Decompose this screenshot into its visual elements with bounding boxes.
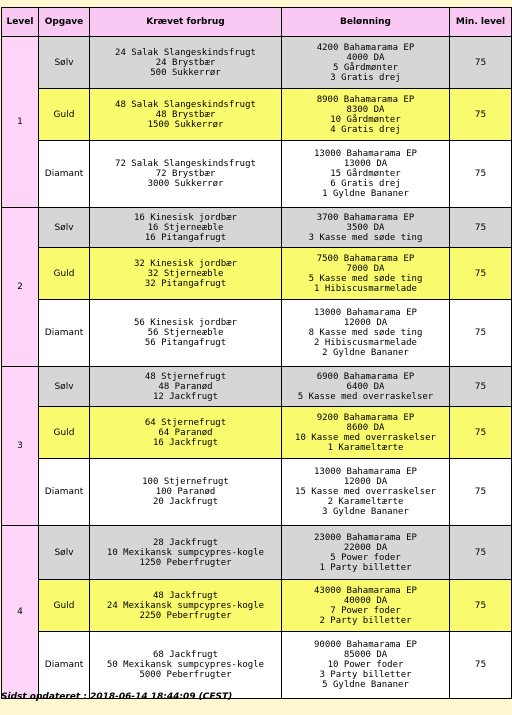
cost-line: 32 Stjerneæble xyxy=(147,268,224,279)
header-reward: Belønning xyxy=(282,8,450,37)
reward-line: 3 Gyldne Bananer xyxy=(322,507,409,517)
reward-line: 2 Karameltærte xyxy=(327,497,404,507)
min-level-cell: 75 xyxy=(450,300,512,367)
cost-cell xyxy=(90,248,282,300)
reward-line: 1 Party billetter xyxy=(319,562,412,573)
min-level-cell: 75 xyxy=(450,407,512,459)
reward-line: 13000 DA xyxy=(343,159,388,169)
cost-cell xyxy=(90,89,282,141)
cost-line: 56 Stjerneæble xyxy=(147,328,224,338)
cost-line: 100 Stjernefrugt xyxy=(142,477,229,487)
reward-line: 6900 Bahamarama EP xyxy=(316,371,415,382)
cost-line: 2250 Peberfrugter xyxy=(139,610,232,621)
min-level-cell: 75 xyxy=(450,208,512,248)
cost-line: 48 Stjernefrugt xyxy=(144,371,227,382)
cost-line: 10 Mexikansk sumpcypres-kogle xyxy=(106,547,265,558)
reward-line: 1 Gyldne Bananer xyxy=(322,189,409,199)
reward-cell xyxy=(282,248,450,300)
task-cell: Diamant xyxy=(39,300,90,367)
cost-line: 12 Jackfrugt xyxy=(152,391,219,402)
reward-line: 6 Gratis drej xyxy=(330,179,401,189)
task-cell: Guld xyxy=(39,248,90,300)
table-row xyxy=(2,141,512,208)
reward-cell xyxy=(282,208,450,248)
table-row xyxy=(2,407,512,459)
cost-line: 48 Paranød xyxy=(158,381,213,392)
cost-cell xyxy=(90,208,282,248)
table-row xyxy=(2,526,512,580)
table-row xyxy=(2,367,512,407)
min-level-cell: 75 xyxy=(450,248,512,300)
reward-line: 8300 DA xyxy=(346,104,385,115)
reward-cell xyxy=(282,141,450,208)
task-cell: Sølv xyxy=(39,526,90,580)
table-row xyxy=(2,459,512,526)
reward-line: 4000 DA xyxy=(346,52,385,63)
reward-line: 5 Gårdmønter xyxy=(332,62,399,73)
reward-line: 5 Gyldne Bananer xyxy=(322,680,409,690)
reward-line: 9200 Bahamarama EP xyxy=(316,412,415,423)
header-task: Opgave xyxy=(39,8,90,37)
reward-line: 3500 DA xyxy=(346,222,385,233)
header-min-level: Min. level xyxy=(450,8,512,37)
cost-line: 50 Mexikansk sumpcypres-kogle xyxy=(106,660,265,670)
cost-line: 16 Stjerneæble xyxy=(147,222,224,233)
reward-line: 13000 Bahamarama EP xyxy=(314,149,417,159)
reward-cell xyxy=(282,37,450,89)
min-level-cell: 75 xyxy=(450,141,512,208)
reward-cell xyxy=(282,632,450,699)
table-row xyxy=(2,89,512,141)
reward-cell xyxy=(282,526,450,580)
table-row xyxy=(2,37,512,89)
reward-line: 3700 Bahamarama EP xyxy=(316,212,415,223)
cost-line: 500 Sukkerrør xyxy=(150,67,221,78)
cost-line: 16 Pitangafrugt xyxy=(144,232,227,243)
min-level-cell: 75 xyxy=(450,580,512,632)
task-cell: Sølv xyxy=(39,37,90,89)
cost-line: 3000 Sukkerrør xyxy=(147,179,224,189)
task-cell: Sølv xyxy=(39,367,90,407)
level-cell: 4 xyxy=(2,526,39,699)
min-level-cell: 75 xyxy=(450,367,512,407)
task-cell: Guld xyxy=(39,407,90,459)
min-level-cell: 75 xyxy=(450,89,512,141)
reward-line: 13000 Bahamarama EP xyxy=(314,308,417,318)
min-level-cell: 75 xyxy=(450,526,512,580)
table-row xyxy=(2,580,512,632)
task-cell: Diamant xyxy=(39,141,90,208)
level-cell: 3 xyxy=(2,367,39,526)
reward-line: 8 Kasse med søde ting xyxy=(308,328,423,338)
cost-line: 1250 Peberfrugter xyxy=(139,557,232,568)
level-cell: 1 xyxy=(2,37,39,208)
header-level: Level xyxy=(2,8,39,37)
min-level-cell: 75 xyxy=(450,459,512,526)
reward-line: 5 Kasse med søde ting xyxy=(308,273,423,284)
table-row xyxy=(2,632,512,699)
cost-line: 56 Pitangafrugt xyxy=(144,338,227,348)
reward-line: 10 Gårdmønter xyxy=(330,114,401,125)
reward-line: 43000 Bahamarama EP xyxy=(314,585,417,596)
reward-cell xyxy=(282,459,450,526)
rewards-table xyxy=(1,7,512,699)
task-cell: Diamant xyxy=(39,632,90,699)
cost-cell xyxy=(90,580,282,632)
reward-line: 1 Karameltærte xyxy=(327,442,404,453)
cost-line: 24 Salak Slangeskindsfrugt xyxy=(115,47,256,58)
reward-line: 7 Power foder xyxy=(330,605,401,616)
reward-line: 4200 Bahamarama EP xyxy=(316,42,415,53)
cost-line: 1500 Sukkerrør xyxy=(147,119,224,130)
header-row xyxy=(2,8,512,37)
cost-cell xyxy=(90,141,282,208)
reward-line: 2 Hibiscusmarmelade xyxy=(314,338,417,348)
cost-cell xyxy=(90,407,282,459)
cost-cell xyxy=(90,632,282,699)
cost-cell xyxy=(90,367,282,407)
cost-line: 72 Brystbær xyxy=(155,169,216,179)
table-row xyxy=(2,248,512,300)
cost-cell xyxy=(90,37,282,89)
reward-line: 1 Hibiscusmarmelade xyxy=(314,283,417,294)
reward-line: 10 Power foder xyxy=(327,660,404,670)
reward-line: 4 Gratis drej xyxy=(330,124,401,135)
reward-line: 2 Gyldne Bananer xyxy=(322,348,409,358)
reward-line: 5 Kasse med overraskelser xyxy=(297,391,434,402)
reward-line: 8600 DA xyxy=(346,422,385,433)
cost-line: 56 Kinesisk jordbær xyxy=(134,318,237,328)
cost-line: 48 Jackfrugt xyxy=(152,590,219,601)
reward-line: 7000 DA xyxy=(346,263,385,274)
reward-line: 7500 Bahamarama EP xyxy=(316,253,415,264)
reward-line: 90000 Bahamarama EP xyxy=(314,640,417,650)
reward-line: 23000 Bahamarama EP xyxy=(314,532,417,543)
reward-line: 12000 DA xyxy=(343,318,388,328)
reward-cell xyxy=(282,89,450,141)
reward-line: 3 Kasse med søde ting xyxy=(308,232,423,243)
reward-line: 15 Kasse med overraskelser xyxy=(295,487,436,497)
cost-line: 48 Brystbær xyxy=(155,109,216,120)
cost-line: 72 Salak Slangeskindsfrugt xyxy=(115,159,256,169)
cost-line: 64 Paranød xyxy=(158,427,213,438)
table-row xyxy=(2,300,512,367)
cost-line: 16 Kinesisk jordbær xyxy=(134,212,237,223)
last-updated: Sidst opdateret : 2018-06-14 18:44:09 (CEST) xyxy=(1,692,233,702)
cost-cell xyxy=(90,459,282,526)
task-cell: Diamant xyxy=(39,459,90,526)
reward-cell xyxy=(282,407,450,459)
reward-line: 12000 DA xyxy=(343,477,388,487)
cost-cell xyxy=(90,300,282,367)
reward-line: 15 Gårdmønter xyxy=(330,169,401,179)
cost-line: 20 Jackfrugt xyxy=(152,497,219,507)
level-cell: 2 xyxy=(2,208,39,367)
task-cell: Guld xyxy=(39,580,90,632)
cost-line: 32 Kinesisk jordbær xyxy=(134,258,237,269)
reward-line: 13000 Bahamarama EP xyxy=(314,467,417,477)
cost-line: 28 Jackfrugt xyxy=(152,537,219,548)
cost-line: 24 Mexikansk sumpcypres-kogle xyxy=(106,600,265,611)
cost-line: 100 Paranød xyxy=(155,487,216,497)
cost-line: 5000 Peberfrugter xyxy=(139,670,232,680)
reward-cell xyxy=(282,580,450,632)
reward-line: 40000 DA xyxy=(343,595,388,606)
task-cell: Sølv xyxy=(39,208,90,248)
reward-line: 2 Party billetter xyxy=(319,615,412,626)
reward-cell xyxy=(282,300,450,367)
table-row xyxy=(2,208,512,248)
reward-line: 3 Party billetter xyxy=(319,670,412,680)
cost-line: 64 Stjernefrugt xyxy=(144,417,227,428)
reward-line: 3 Gratis drej xyxy=(330,72,401,83)
min-level-cell: 75 xyxy=(450,37,512,89)
reward-line: 8900 Bahamarama EP xyxy=(316,94,415,105)
reward-line: 10 Kasse med overraskelser xyxy=(295,432,436,443)
cost-cell xyxy=(90,526,282,580)
cost-line: 48 Salak Slangeskindsfrugt xyxy=(115,99,256,110)
reward-line: 85000 DA xyxy=(343,650,388,660)
cost-line: 32 Pitangafrugt xyxy=(144,278,227,289)
cost-line: 16 Jackfrugt xyxy=(152,437,219,448)
reward-line: 6400 DA xyxy=(346,381,385,392)
reward-line: 22000 DA xyxy=(343,542,388,553)
cost-line: 24 Brystbær xyxy=(155,57,216,68)
cost-line: 68 Jackfrugt xyxy=(152,650,219,660)
reward-cell xyxy=(282,367,450,407)
reward-line: 5 Power foder xyxy=(330,552,401,563)
task-cell: Guld xyxy=(39,89,90,141)
header-cost: Krævet forbrug xyxy=(90,8,282,37)
min-level-cell: 75 xyxy=(450,632,512,699)
